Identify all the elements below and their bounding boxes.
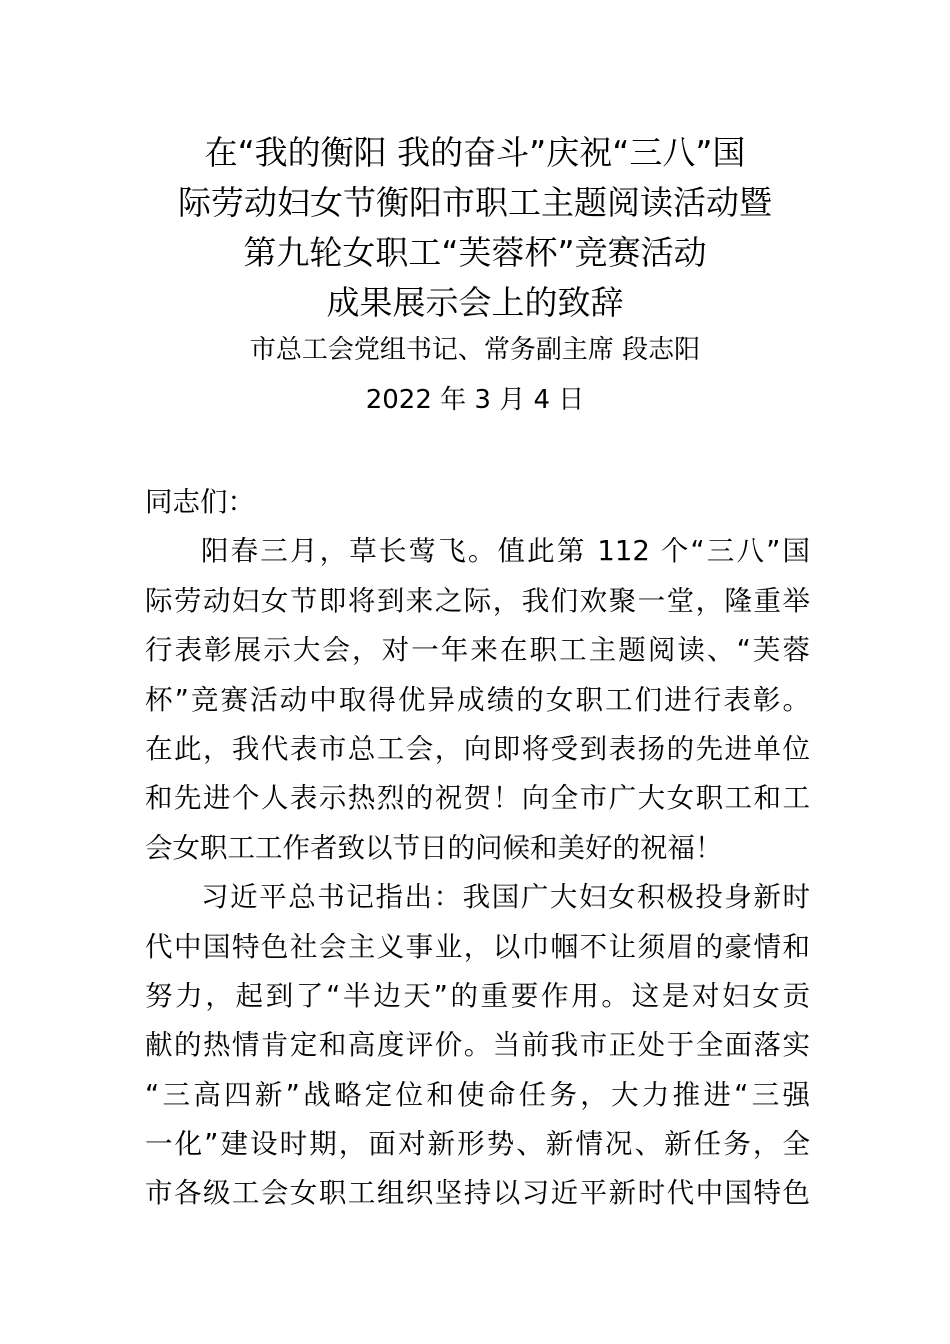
title-line: 在“我的衡阳 我的奋斗”庆祝“三八”国: [204, 133, 746, 172]
paragraph-line: 市各级工会女职工组织坚持以习近平新时代中国特色: [145, 1177, 810, 1210]
paragraph-line: “三高四新”战略定位和使命任务，大力推进“三强: [145, 1078, 810, 1111]
paragraph-line: 会女职工工作者致以节日的问候和美好的祝福！: [145, 831, 723, 864]
title-line: 际劳动妇女节衡阳市职工主题阅读活动暨: [178, 183, 772, 222]
paragraph-line: 习近平总书记指出：我国广大妇女积极投身新时: [201, 881, 810, 914]
title-line: 第九轮女职工“芙蓉杯”竞赛活动: [243, 233, 707, 272]
paragraph-line: 和先进个人表示热烈的祝贺！向全市广大女职工和工: [145, 782, 810, 815]
paragraph-line: 代中国特色社会主义事业，以巾帼不让须眉的豪情和: [145, 930, 810, 963]
paragraph-line: 阳春三月，草长莺飞。值此第 112 个“三八”国: [201, 535, 810, 568]
speech-body: [145, 478, 810, 1219]
author-line: 市总工会党组书记、常务副主席 段志阳: [249, 335, 701, 365]
paragraph-line: 杯”竞赛活动中取得优异成绩的女职工们进行表彰。: [145, 683, 810, 716]
date-line: 2022 年 3 月 4 日: [365, 385, 585, 415]
title-line: 成果展示会上的致辞: [326, 283, 624, 322]
paragraph-line: 一化”建设时期，面对新形势、新情况、新任务，全: [145, 1128, 810, 1161]
speech-title: [0, 128, 950, 328]
paragraph-line: 际劳动妇女节即将到来之际，我们欢聚一堂，隆重举: [145, 584, 810, 617]
paragraph-line: 行表彰展示大会，对一年来在职工主题阅读、“芙蓉: [145, 634, 810, 667]
paragraph-line: 努力，起到了“半边天”的重要作用。这是对妇女贡: [145, 979, 810, 1012]
paragraph-line: 献的热情肯定和高度评价。当前我市正处于全面落实: [145, 1029, 810, 1062]
salutation: 同志们：: [145, 486, 255, 518]
paragraph-line: 在此，我代表市总工会，向即将受到表扬的先进单位: [145, 732, 810, 765]
